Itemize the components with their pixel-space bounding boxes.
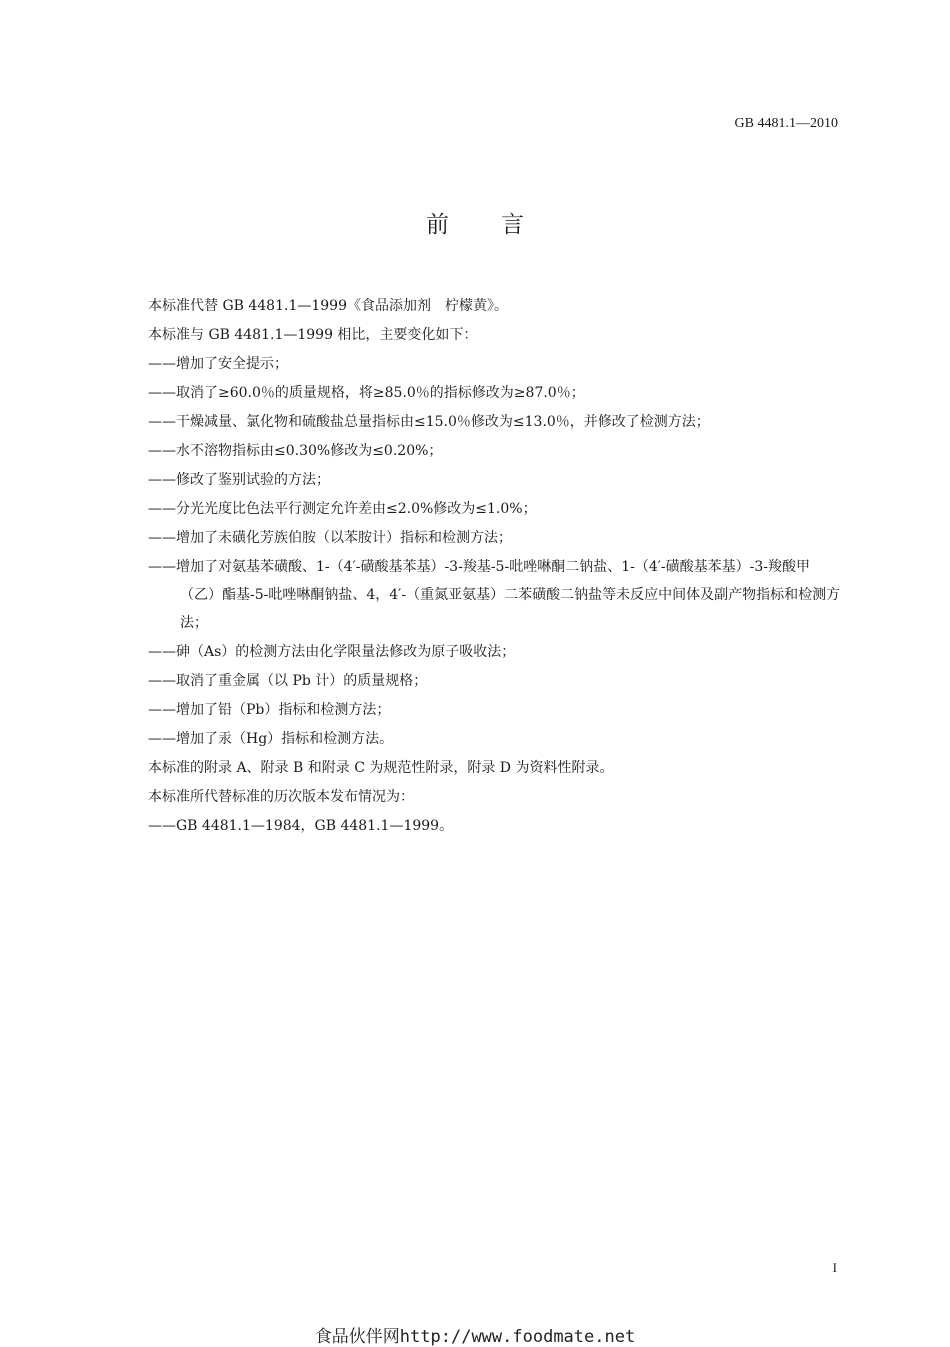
- footer-site-name: 食品伙伴网: [314, 1327, 400, 1347]
- change-item: ——增加了安全提示；: [148, 356, 288, 372]
- change-item: ——增加了汞（Hg）指标和检测方法。: [148, 731, 394, 747]
- version-history-item: ——GB 4481.1—1984，GB 4481.1—1999。: [148, 818, 454, 834]
- paragraph: 本标准代替 GB 4481.1—1999《食品添加剂 柠檬黄》。: [148, 298, 508, 314]
- footer-watermark: [0, 1322, 950, 1347]
- change-item: ——砷（As）的检测方法由化学限量法修改为原子吸收法；: [148, 644, 516, 660]
- change-item: ——增加了未磺化芳族伯胺（以苯胺计）指标和检测方法；: [148, 530, 512, 546]
- page-title: 前言: [426, 212, 576, 238]
- change-item: ——水不溶物指标由≤0.30%修改为≤0.20%；: [148, 443, 443, 459]
- page-number: I: [832, 1260, 837, 1275]
- change-item: ——干燥减量、氯化物和硫酸盐总量指标由≤15.0％修改为≤13.0％，并修改了检测方法；: [148, 414, 710, 430]
- preface-body: [148, 296, 842, 845]
- change-item: ——取消了重金属（以 Pb 计）的质量规格；: [148, 673, 428, 689]
- change-item: ——增加了对氨基苯磺酸、1-（4′-磺酸基苯基）-3-羧基-5-吡唑啉酮二钠盐、1-（4′-磺酸基苯基）-3-羧酸甲（乙）酯基-5-吡唑啉酮钠盐、4，4′-（重氮亚氨基）二苯磺酸二钠盐等未反应中间体及副产物指标和检测方法；: [148, 559, 841, 631]
- standard-code: GB 4481.1—2010: [734, 116, 838, 131]
- paragraph: 本标准与 GB 4481.1—1999 相比，主要变化如下：: [148, 327, 478, 343]
- change-item: ——增加了铅（Pb）指标和检测方法；: [148, 702, 391, 718]
- change-item: ——修改了鉴别试验的方法；: [148, 472, 330, 488]
- paragraph: 本标准的附录 A、附录 B 和附录 C 为规范性附录，附录 D 为资料性附录。: [148, 760, 614, 776]
- change-item: ——取消了≥60.0％的质量规格，将≥85.0％的指标修改为≥87.0％；: [148, 385, 585, 401]
- change-item: ——分光光度比色法平行测定允许差由≤2.0%修改为≤1.0%；: [148, 501, 537, 517]
- footer-url[interactable]: http://www.foodmate.net: [399, 1327, 636, 1347]
- paragraph: 本标准所代替标准的历次版本发布情况为：: [148, 789, 414, 805]
